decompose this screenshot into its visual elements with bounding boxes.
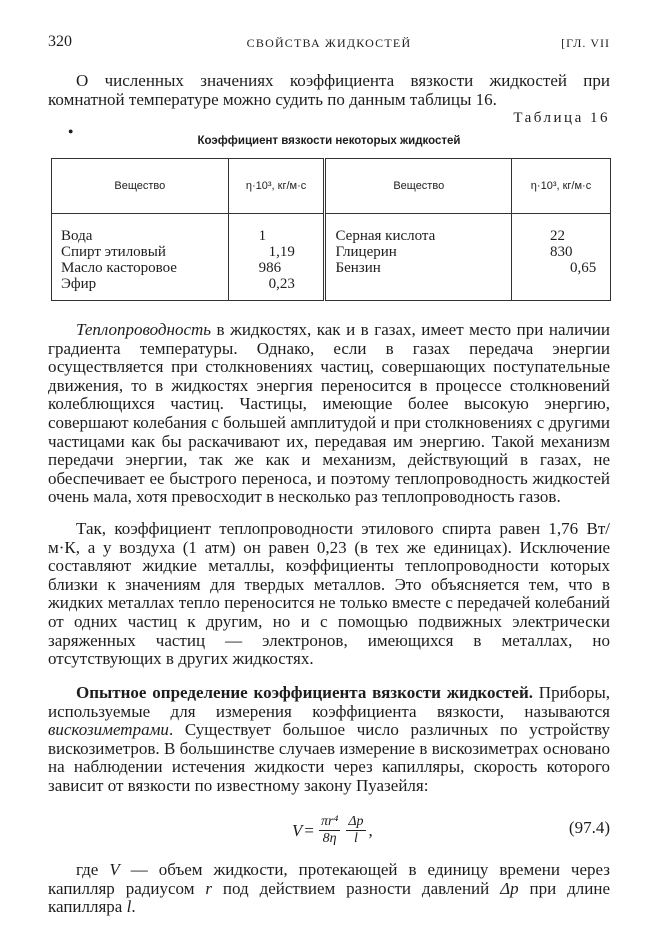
table-cell: Вода — [61, 228, 93, 244]
text-run: при длине капилляра — [48, 878, 610, 917]
running-title: СВОЙСТВА ЖИДКОСТЕЙ — [246, 36, 412, 50]
thermal-conductivity-paragraph — [48, 321, 610, 507]
numerator-1: πr⁴ — [320, 814, 339, 829]
numerator-2: Δp — [348, 814, 364, 829]
col-substance-right: Вещество — [325, 159, 512, 214]
left-values — [228, 214, 325, 301]
section-heading: Опытное определение коэффициента вязкости жидкостей. — [76, 683, 533, 702]
left-substances — [52, 214, 229, 301]
chapter-label: [ГЛ. VII — [561, 36, 610, 50]
table-cell: Глицерин — [335, 244, 397, 260]
viscosity-table — [51, 158, 611, 301]
right-values — [512, 214, 611, 301]
table-cell: 830 — [550, 244, 573, 260]
page-number: 320 — [48, 33, 72, 50]
table-cell: 1,19 — [268, 244, 295, 260]
table-header-row — [52, 159, 611, 214]
formula-equals: = — [304, 820, 314, 840]
page-header — [48, 33, 610, 55]
table-cell: Серная кислота — [335, 228, 436, 244]
viscometer-paragraph — [48, 684, 610, 796]
var-r: r — [205, 878, 213, 898]
paragraph-text: . Существует большое число различных по устройству вискозиметров. В большинстве случаев измерение в вискозиметрах основано на наблюдении истечения жидкости через капилляры, скорость которого зависит от вязкости по известному закону Пуазейля: — [48, 720, 610, 795]
var-dp: Δp — [500, 878, 519, 898]
var-l: l — [126, 897, 132, 917]
poiseuille-formula — [292, 814, 373, 847]
formula-explanation — [48, 861, 610, 917]
col-eta-right: η·10³, кг/м·с — [512, 159, 611, 214]
text-run: где — [76, 860, 110, 879]
formula-lhs: V — [292, 820, 303, 840]
table-cell: 22 — [550, 228, 566, 244]
fraction-1 — [319, 814, 340, 847]
col-substance-left: Вещество — [52, 159, 229, 214]
table-cell: Бензин — [335, 260, 381, 276]
denominator-2: l — [353, 831, 358, 846]
var-V: V — [109, 860, 120, 879]
table-body-row — [52, 214, 611, 301]
term-thermal-conductivity: Теплопроводность — [76, 320, 212, 339]
formula-tail: , — [368, 820, 373, 840]
right-substances — [325, 214, 512, 301]
fraction-2 — [346, 814, 365, 847]
text-run: под действием разности давлений — [212, 878, 501, 898]
intro-paragraph: О численных значениях коэффициента вязкости жидкостей при комнатной температуре можно судить по данным таблицы 16. — [48, 71, 610, 109]
paragraph-text: Приборы, используемые для измерения коэффициента вязкости, называются — [48, 683, 610, 721]
table-cell: 0,65 — [570, 260, 597, 276]
table-cell: Эфир — [61, 276, 97, 292]
table-label: Таблица 16 — [513, 110, 610, 126]
table-cell: 986 — [258, 260, 282, 276]
table-cell: Масло касторовое — [61, 260, 177, 276]
table-cell: 1 — [258, 228, 267, 244]
denominator-1: 8η — [322, 831, 337, 846]
stray-mark: ● — [68, 126, 74, 136]
text-run: — объем жидкости, протекающей в единицу времени через капилляр радиусом — [48, 860, 610, 898]
paragraph-text: в жидкостях, как и в газах, имеет место при наличии градиента температуры. Однако, если в газах передача энергии осуществляется при столкновениях частиц, совершающих поступательные движения, то в жидкостях энергия переносится в процессе столкновений колеблющихся частиц. Частицы, имеющие более высокую энергию, совершают колебания с большей амплитудой и при столкновениях с другими частицами как бы раскачивают их, передавая им энергию. Такой механизм передачи энергии, так же как и механизм, действующий в газах, не обеспечивает ее быстрого переноса, и поэтому теплопроводность жидкостей очень мала, хотя превосходит в несколько раз теплопроводность газов. — [48, 320, 610, 507]
metals-paragraph: Так, коэффициент теплопроводности этилового спирта равен 1,76 Вт/м·К, а у воздуха (1 атм) он равен 0,23 (в тех же единицах). Исключение составляют жидкие металлы, коэффициенты теплопроводности которых близки к значениям для твердых металлов. Это объясняется тем, что в жидких металлах тепло переносится не только вместе с передачей колебаний от одних частиц к другим, но и с помощью подвижных электрически заряженных частиц — электронов, имеющихся в металлах, но отсутствующих в других жидкостях. — [48, 519, 610, 669]
text-run: . — [131, 897, 136, 917]
table-caption: Коэффициент вязкости некоторых жидкостей — [197, 135, 461, 147]
col-eta-left: η·10³, кг/м·с — [228, 159, 325, 214]
term-viscometers: вискозиметрами — [48, 720, 169, 740]
table-cell: 0,23 — [268, 276, 295, 292]
equation-number: (97.4) — [568, 818, 610, 837]
table-cell: Спирт этиловый — [61, 244, 166, 260]
